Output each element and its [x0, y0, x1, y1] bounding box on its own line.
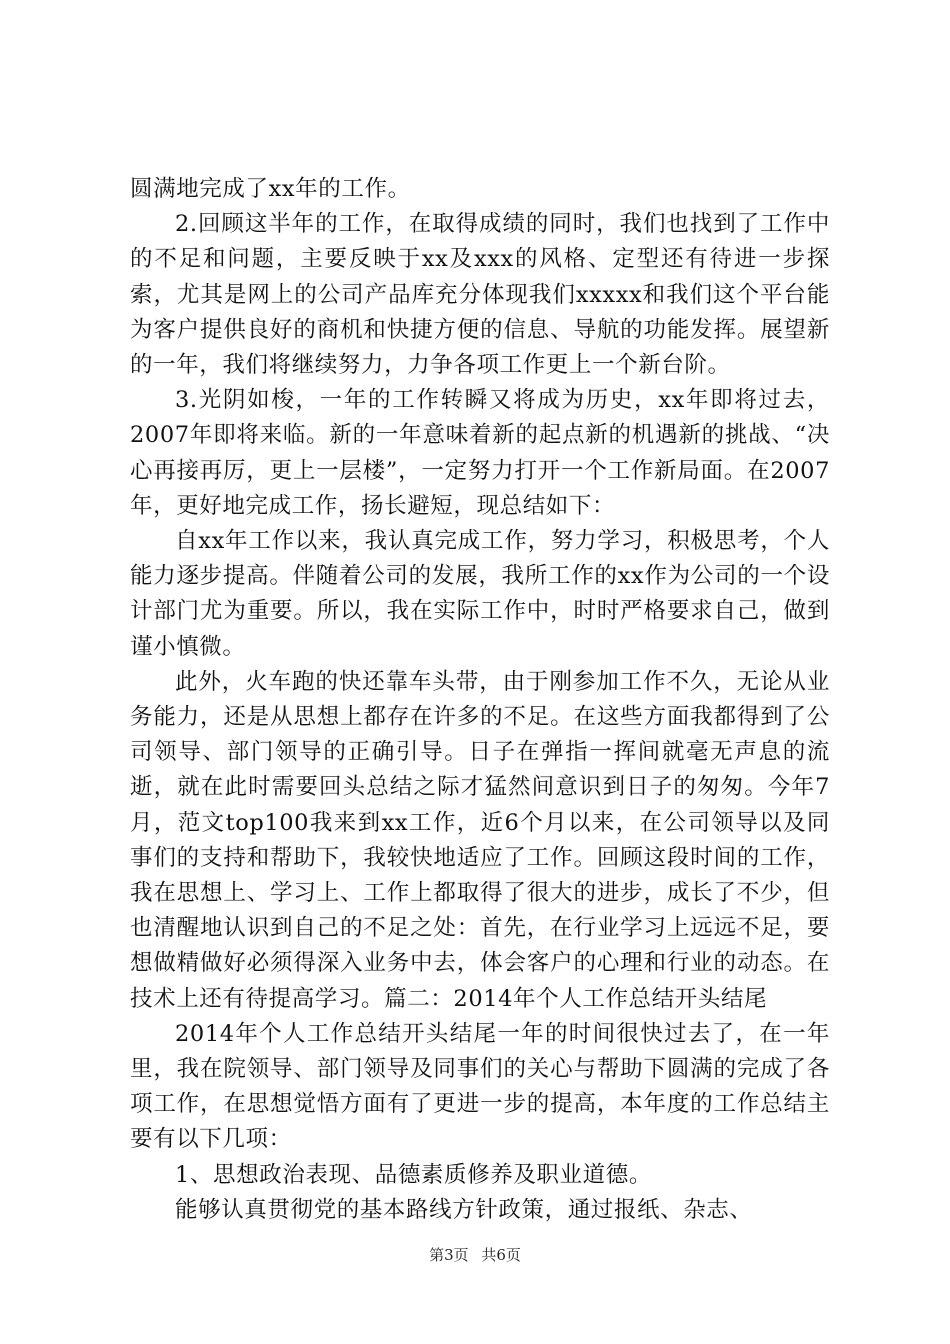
paragraph: 3.光阴如梭，一年的工作转瞬又将成为历史，xx年即将过去，2007年即将来临。新的一年意味着新的起点新的机遇新的挑战、“决心再接再厉，更上一层楼”，一定努力打开一个工作新局面。在2007年，更好地完成工作，扬长避短，现总结如下： — [130, 387, 830, 519]
paragraph: 2.回顾这半年的工作，在取得成绩的同时，我们也找到了工作中的不足和问题，主要反映于xx及xxx的风格、定型还有待进一步探索，尤其是网上的公司产品库充分体现我们xxxxx和我们这个平台能为客户提供良好的商机和快捷方便的信息、导航的功能发挥。展望新的一年，我们将继续努力，力争各项工作更上一个新台阶。 — [130, 211, 830, 379]
page-footer — [0, 1244, 950, 1265]
paragraph: 能够认真贯彻党的基本路线方针政策，通过报纸、杂志、 — [175, 1196, 753, 1223]
paragraph: 1、思想政治表现、品德素质修养及职业道德。 — [175, 1161, 652, 1188]
document-body — [130, 172, 830, 1228]
paragraph: 2014年个人工作总结开头结尾一年的时间很快过去了，在一年里，我在院领导、部门领导及同事们的关心与帮助下圆满的完成了各项工作，在思想觉悟方面有了更进一步的提高，本年度的工作总结主要有以下几项： — [130, 1020, 830, 1153]
paragraph: 此外，火车跑的快还靠车头带，由于刚参加工作不久，无论从业务能力，还是从思想上都存在许多的不足。在这些方面我都得到了公司领导、部门领导的正确引导。日子在弹指一挥间就毫无声息的流逝，就在此时需要回头总结之际才猛然间意识到日子的匆匆。今年7月，范文top100我来到xx工作，近6个月以来，在公司领导以及同事们的支持和帮助下，我较快地适应了工作。回顾这段时间的工作，我在思想上、学习上、工作上都取得了很大的进步，成长了不少，但也清醒地认识到自己的不足之处：首先，在行业学习上远远不足，要想做精做好必须得深入业务中去，体会客户的心理和行业的动态。在技术上还有待提高学习。篇二：2014年个人工作总结开头结尾 — [130, 668, 830, 1012]
paragraph: 自xx年工作以来，我认真完成工作，努力学习，积极思考，个人能力逐步提高。伴随着公司的发展，我所工作的xx作为公司的一个设计部门尤为重要。所以，我在实际工作中，时时严格要求自己，做到谨小慎微。 — [130, 528, 830, 660]
page-total: 共6页 — [481, 1246, 521, 1264]
page-number: 第3页 — [429, 1246, 469, 1264]
paragraph: 圆满地完成了xx年的工作。 — [130, 176, 411, 202]
